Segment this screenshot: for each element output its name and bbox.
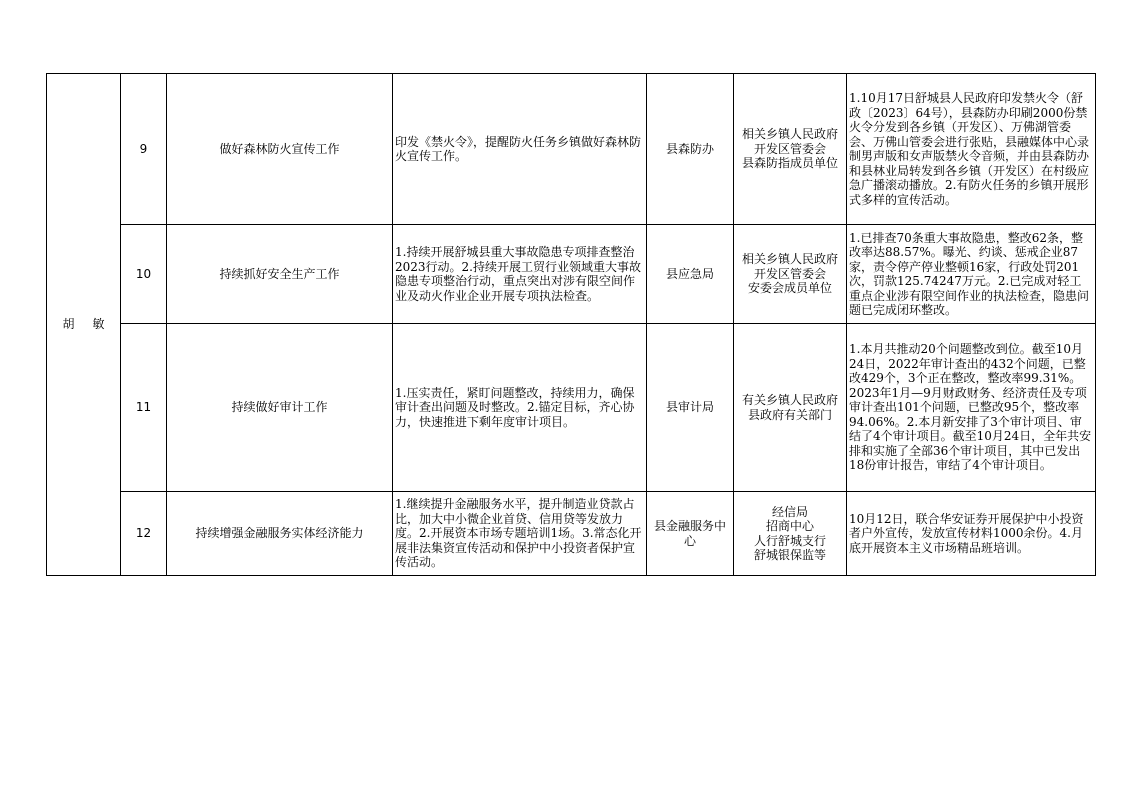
- row-number: 12: [121, 492, 167, 576]
- task-name: 做好森林防火宣传工作: [167, 74, 393, 225]
- table-row: [47, 492, 1096, 576]
- coop-unit: 舒城银保监等: [753, 548, 826, 562]
- coop-unit: 相关乡镇人民政府: [741, 252, 838, 267]
- row-number: 10: [121, 225, 167, 324]
- task-measures: 1.持续开展舒城县重大事故隐患专项排查整治2023行动。2.持续开展工贸行业领域重大事故隐患专项整治行动，重点突出对涉有限空间作业及动火作业企业开展专项执法检查。: [393, 225, 647, 324]
- table-row: [47, 225, 1096, 324]
- lead-unit: 县森防办: [647, 74, 734, 225]
- row-number: 11: [121, 324, 167, 492]
- progress-status: 10月12日，联合华安证券开展保护中小投资者户外宣传，发放宣传材料1000余份。4.月底开展资本主义市场精品班培训。: [847, 492, 1096, 576]
- table-row: [47, 324, 1096, 492]
- coop-unit: 招商中心: [765, 519, 814, 533]
- cooperating-units: [734, 74, 847, 225]
- coop-unit: 县政府有关部门: [747, 407, 832, 422]
- responsible-person-cell: [47, 74, 121, 576]
- task-name: 持续抓好安全生产工作: [167, 225, 393, 324]
- lead-unit: 县金融服务中心: [647, 492, 734, 576]
- coop-unit: 相关乡镇人民政府: [741, 127, 838, 142]
- person-name-char: 敏: [92, 317, 105, 332]
- cooperating-units: [734, 225, 847, 324]
- person-given-char: 胡: [62, 317, 75, 332]
- cooperating-units: [734, 492, 847, 576]
- coop-unit: 开发区管委会: [753, 141, 826, 156]
- work-task-table: [46, 73, 1096, 576]
- row-number: 9: [121, 74, 167, 225]
- task-measures: 1.继续提升金融服务水平，提升制造业贷款占比，加大中小微企业首贷、信用贷等发放力度。2.开展资本市场专题培训1场。3.常态化开展非法集资宣传活动和保护中小投资者保护宣传活动。: [393, 492, 647, 576]
- progress-status: 1.本月共推动20个问题整改到位。截至10月24日，2022年审计查出的432个问题，已整改429个，3个正在整改，整改率99.31%。2023年1月—9月财政财务、经济责任及专项审计查出101个问题，已整改95个，整改率94.06%。2.本月新安排了3个审计项目、审结了4个审计项目。截至10月24日，全年共安排和实施了全部36个审计项目，其中已发出18份审计报告，审结了4个审计项目。: [847, 324, 1096, 492]
- coop-unit: 安委会成员单位: [747, 281, 832, 296]
- lead-unit: 县应急局: [647, 225, 734, 324]
- coop-unit: 有关乡镇人民政府: [741, 393, 838, 407]
- task-measures: 1.压实责任，紧盯问题整改，持续用力，确保审计查出问题及时整改。2.锚定目标，齐心协力，快速推进下剩年度审计项目。: [393, 324, 647, 492]
- coop-unit: 县森防指成员单位: [741, 156, 838, 171]
- coop-unit: 人行舒城支行: [753, 533, 826, 548]
- table-row: [47, 74, 1096, 225]
- task-name: 持续做好审计工作: [167, 324, 393, 492]
- coop-unit: 经信局: [771, 504, 808, 519]
- coop-unit: 开发区管委会: [753, 266, 826, 281]
- progress-status: 1.10月17日舒城县人民政府印发禁火令（舒政〔2023〕64号），县森防办印刷2000份禁火令分发到各乡镇（开发区）、万佛湖管委会、万佛山管委会进行张贴，县融媒体中心录制男声版和女声版禁火令音频，并由县森防办和县林业局转发到各乡镇（开发区）在村级应急广播滚动播放。2.有防火任务的乡镇开展形式多样的宣传活动。: [847, 74, 1096, 225]
- task-measures: 印发《禁火令》，提醒防火任务乡镇做好森林防火宣传工作。: [393, 74, 647, 225]
- progress-status: 1.已排查70条重大事故隐患，整改62条，整改率达88.57%。曝光、约谈、惩戒企业87家，责令停产停业整顿16家，行政处罚201次，罚款125.74247万元。2.已完成对轻工重点企业涉有限空间作业的执法检查，隐患问题已完成闭环整改。: [847, 225, 1096, 324]
- lead-unit: 县审计局: [647, 324, 734, 492]
- cooperating-units: [734, 324, 847, 492]
- task-name: 持续增强金融服务实体经济能力: [167, 492, 393, 576]
